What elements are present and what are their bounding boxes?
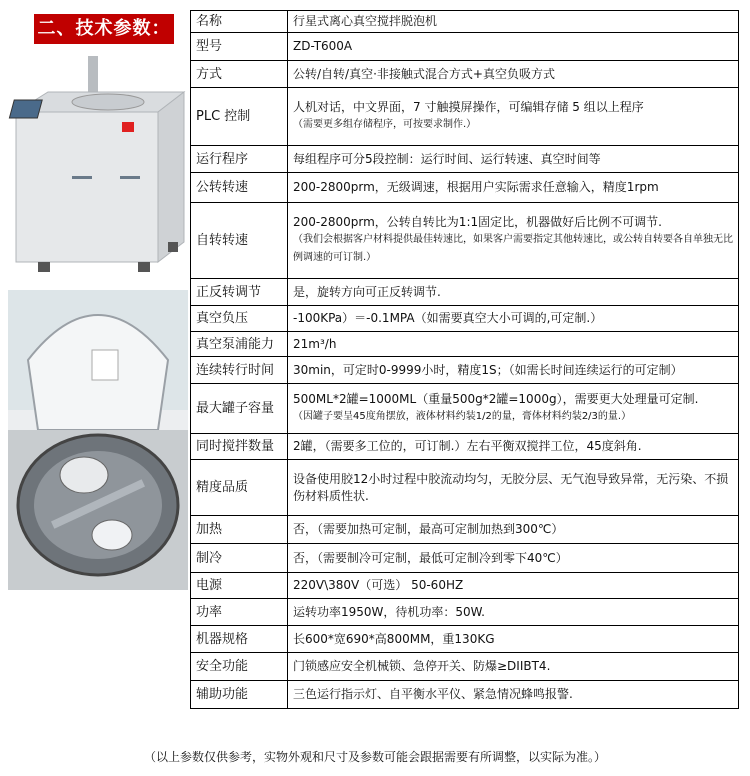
spec-key: 公转转速 (191, 173, 288, 203)
spec-key: 自转转速 (191, 203, 288, 279)
spec-value-main: 500ML*2罐=1000ML（重量500g*2罐=1000g），需要更大处理量可定制. (293, 392, 699, 406)
spec-value: 30min，可定时0-9999小时，精度1S；（如需长时间连续运行的可定制） (288, 357, 739, 384)
spec-table (190, 10, 739, 709)
table-row (191, 173, 739, 203)
spec-value-note: （需要更多组存储程序，可按要求制作.） (293, 119, 477, 130)
spec-value-note: （我们会根据客户材料提供最佳转速比，如果客户需要指定其他转速比，或公转自转要各自单独无比例调速的可订制.） (293, 234, 733, 263)
spec-key: 辅助功能 (191, 681, 288, 709)
spec-key: 加热 (191, 516, 288, 544)
spec-key: 制冷 (191, 544, 288, 573)
spec-value: 每组程序可分5段控制：运行时间、运行转速、真空时间等 (288, 146, 739, 173)
section-title-banner: 二、技术参数： (34, 14, 174, 44)
spec-value: 否，（需要加热可定制，最高可定制加热到300℃） (288, 516, 739, 544)
spec-key: 连续转行时间 (191, 357, 288, 384)
machine-photo (8, 56, 188, 280)
table-row (191, 61, 739, 88)
spec-value: 运转功率1950W，待机功率：50W. (288, 599, 739, 626)
spec-value (288, 203, 739, 279)
spec-value (288, 88, 739, 146)
table-row (191, 332, 739, 357)
spec-value: 2罐，（需要多工位的，可订制.）左右平衡双搅拌工位，45度斜角. (288, 434, 739, 460)
table-row (191, 33, 739, 61)
spec-key: 正反转调节 (191, 279, 288, 306)
table-row (191, 11, 739, 33)
spec-value: 三色运行指示灯、自平衡水平仪、紧急情况蜂鸣报警. (288, 681, 739, 709)
spec-key: 电源 (191, 573, 288, 599)
spec-key: 功率 (191, 599, 288, 626)
spec-key: 真空负压 (191, 306, 288, 332)
spec-key: 同时搅拌数量 (191, 434, 288, 460)
table-row (191, 573, 739, 599)
interior-photo (8, 290, 188, 590)
table-row (191, 681, 739, 709)
table-row (191, 384, 739, 434)
spec-value (288, 384, 739, 434)
spec-key: 名称 (191, 11, 288, 33)
table-row (191, 516, 739, 544)
table-row (191, 203, 739, 279)
spec-value: 门锁感应安全机械锁、急停开关、防爆≥DIIBT4. (288, 653, 739, 681)
table-row (191, 434, 739, 460)
spec-key: 型号 (191, 33, 288, 61)
table-row (191, 626, 739, 653)
spec-value: 行星式离心真空搅拌脱泡机 (288, 11, 739, 33)
spec-key: 安全功能 (191, 653, 288, 681)
table-row (191, 279, 739, 306)
table-row (191, 88, 739, 146)
spec-value-note: （因罐子要呈45度角摆放，液体材料约装1/2的量，膏体材料约装2/3的量.） (293, 411, 632, 422)
spec-key: 精度品质 (191, 460, 288, 516)
spec-value-main: 200-2800prm，公转自转比为1:1固定比，机器做好后比例不可调节. (293, 215, 662, 229)
table-row (191, 306, 739, 332)
spec-value: 220V\380V（可选） 50-60HZ (288, 573, 739, 599)
spec-key: 运行程序 (191, 146, 288, 173)
table-row (191, 653, 739, 681)
spec-value: 长600*宽690*高800MM，重130KG (288, 626, 739, 653)
table-row (191, 146, 739, 173)
table-row (191, 357, 739, 384)
spec-value: -100KPa）＝-0.1MPA（如需要真空大小可调的,可定制.） (288, 306, 739, 332)
spec-value-main: 人机对话，中文界面，7 寸触摸屏操作，可编辑存储 5 组以上程序 (293, 100, 644, 114)
spec-value: 公转/自转/真空·非接触式混合方式+真空负吸方式 (288, 61, 739, 88)
spec-key: 机器规格 (191, 626, 288, 653)
table-row (191, 599, 739, 626)
spec-key: 最大罐子容量 (191, 384, 288, 434)
spec-value: 是，旋转方向可正反转调节. (288, 279, 739, 306)
spec-value: 21m³/h (288, 332, 739, 357)
spec-value: 200-2800prm，无级调速，根据用户实际需求任意输入，精度1rpm (288, 173, 739, 203)
footer-disclaimer: （以上参数仅供参考，实物外观和尺寸及参数可能会跟据需要有所调整，以实际为准。） (143, 750, 606, 764)
table-row (191, 544, 739, 573)
spec-value: 设备使用胶12小时过程中胶流动均匀，无胶分层、无气泡导致异常，无污染、不损伤材料质性状. (288, 460, 739, 516)
spec-value: ZD-T600A (288, 33, 739, 61)
table-row (191, 460, 739, 516)
spec-key: 真空泵浦能力 (191, 332, 288, 357)
spec-value: 否，（需要制冷可定制，最低可定制冷到零下40℃） (288, 544, 739, 573)
spec-key: 方式 (191, 61, 288, 88)
spec-key: PLC 控制 (191, 88, 288, 146)
